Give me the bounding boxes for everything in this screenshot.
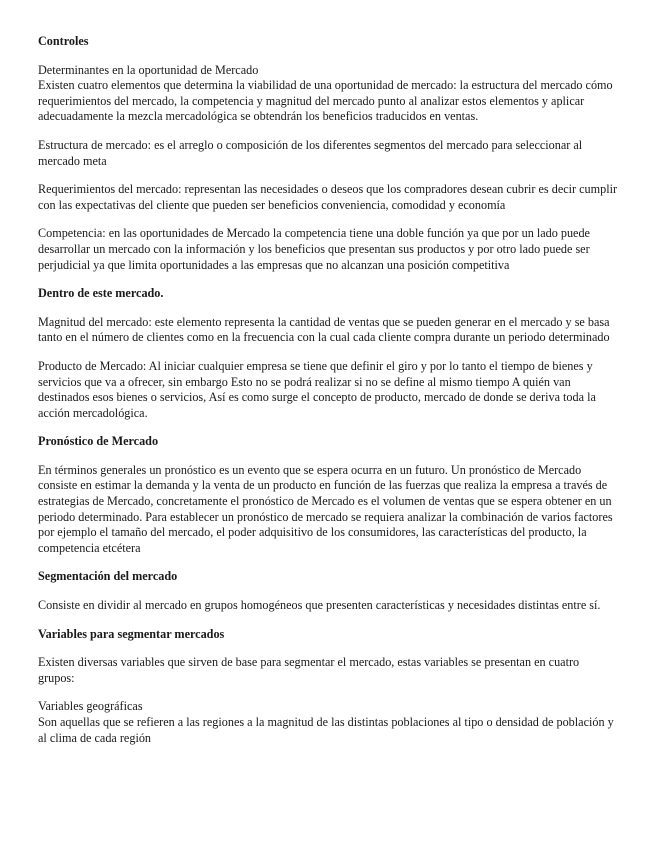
paragraph-segmentacion: Consiste en dividir al mercado en grupos homogéneos que presenten características y necesidades distintas entre sí. xyxy=(38,598,601,613)
paragraph-magnitud: Magnitud del mercado: este elemento representa la cantidad de ventas que se pueden generar en el mercado y se basa tanto en el número de clientes como en la frecuencia con la cual cada cliente compra durante un periodo determinado xyxy=(38,314,610,345)
heading-pronostico: Pronóstico de Mercado xyxy=(38,434,159,449)
heading-segmentacion: Segmentación del mercado xyxy=(38,569,178,584)
paragraph-title: Determinantes en la oportunidad de Mercado xyxy=(38,62,259,77)
paragraph-text: Existen cuatro elementos que determina la viabilidad de una oportunidad de mercado: la estructura del mercado cómo requerimientos del mercado, la competencia y magnitud del mercado punto al analizar estos elementos y aplicar adecuadamente la mezcla mercadológica se obtendrán los beneficios traducidos en ventas. xyxy=(38,78,613,124)
paragraph-variables: Existen diversas variables que sirven de base para segmentar el mercado, estas variables se presentan en cuatro grupos: xyxy=(38,655,580,685)
document-page xyxy=(38,34,618,746)
paragraph-pronostico: En términos generales un pronóstico es un evento que se espera ocurra en un futuro. Un pronóstico de Mercado consiste en estimar la demanda y la venta de un producto en función de las fuerzas que realiza la empresa a través de estrategias de Mercado, concretamente el pronóstico de Mercado es el volumen de ventas que se espera obtener en un periodo determinado. Para establecer un pronóstico de mercado se requiera analizar la combinación de varios factores por ejemplo el tamaño del mercado, el poder adquisitivo de los consumidores, las características del producto, la competencia etcétera xyxy=(38,462,613,555)
paragraph-producto: Producto de Mercado: Al iniciar cualquier empresa se tiene que definir el giro y por lo tanto el tiempo de bienes y servicios que va a ofrecer, sin embargo Esto no se podrá realizar si no se define al mismo tiempo A quién van destinados esos bienes o servicios, Así es como surge el concepto de producto, mercado de donde se deriva toda la acción mercadológica. xyxy=(38,358,596,420)
paragraph-estructura: Estructura de mercado: es el arreglo o composición de los diferentes segmentos del mercado para seleccionar al mercado meta xyxy=(38,137,583,168)
heading-variables: Variables para segmentar mercados xyxy=(38,626,225,641)
paragraph-competencia: Competencia: en las oportunidades de Mercado la competencia tiene una doble función ya que por un lado puede desarrollar un mercado con la información y los beneficios que presentan sus productos y por otro lado puede ser perjudicial ya que limita oportunidades a las empresas que no alcanzan una posición competitiva xyxy=(38,226,590,272)
heading-dentro-mercado: Dentro de este mercado. xyxy=(38,286,164,301)
paragraph-requerimientos: Requerimientos del mercado: representan las necesidades o deseos que los compradores desean cubrir es decir cumplir con las expectativas del cliente que pueden ser beneficios conveniencia, comodidad y economía xyxy=(38,182,618,212)
heading-controles: Controles xyxy=(38,34,89,48)
paragraph-title: Variables geográficas xyxy=(38,699,143,714)
paragraph-determinantes xyxy=(38,63,618,125)
paragraph-text: Son aquellas que se refieren a las regiones a la magnitud de las distintas poblaciones al tipo o densidad de población y al clima de cada región xyxy=(38,715,614,745)
paragraph-geograficas xyxy=(38,699,618,746)
